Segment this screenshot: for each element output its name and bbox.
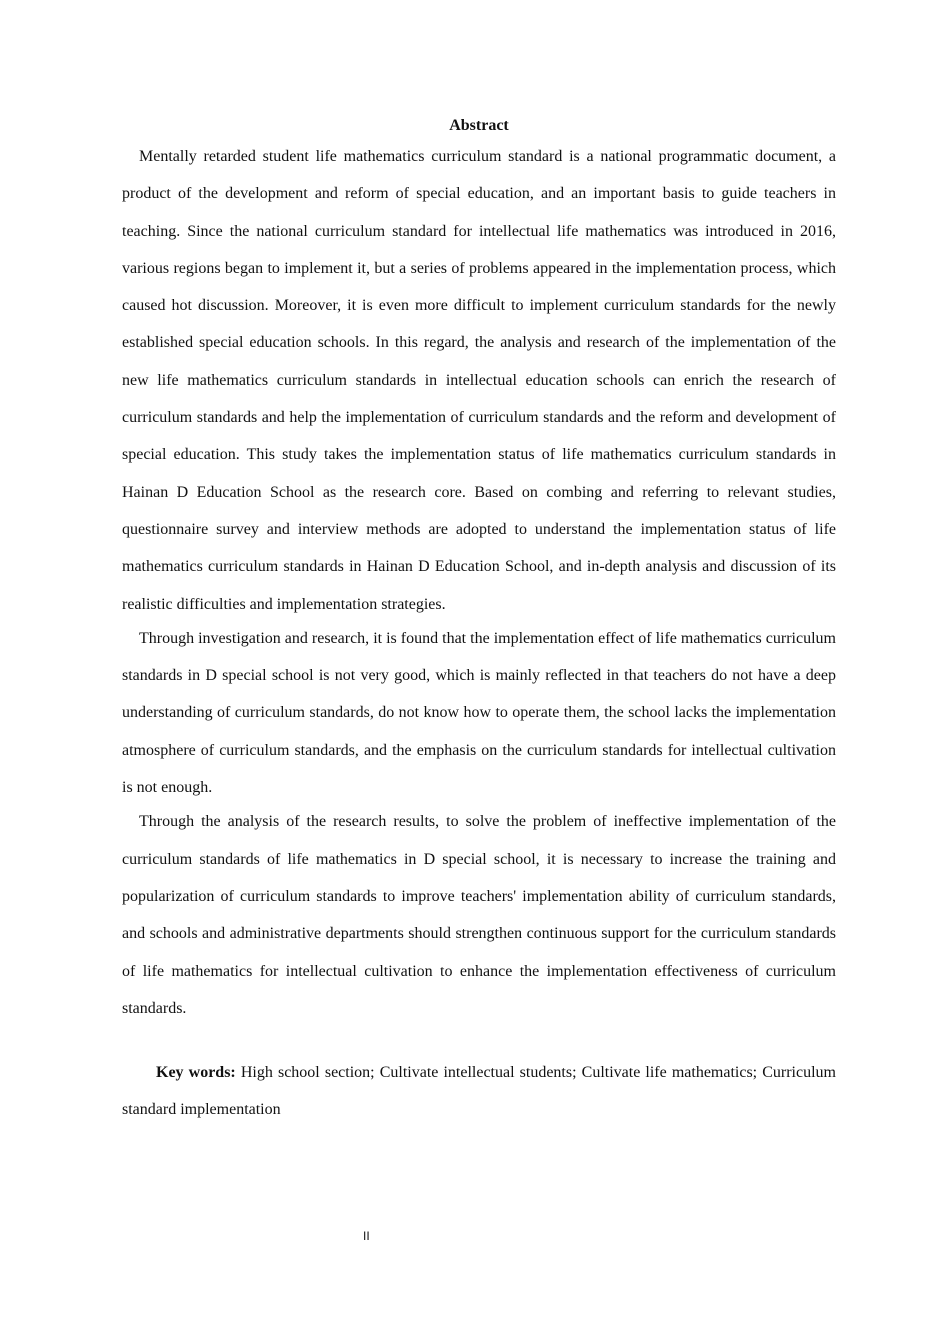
keywords-text: High school section; Cultivate intellectual students; Cultivate life mathematics; Curriculum standard implementation xyxy=(122,1064,836,1119)
page-number: II xyxy=(363,1229,370,1243)
abstract-paragraph-2: Through investigation and research, it is found that the implementation effect of life mathematics curriculum standards in D special school is not very good, which is mainly reflected in that teachers do not have a deep understanding of curriculum standards, do not know how to operate them, the school lacks the implementation atmosphere of curriculum standards, and the emphasis on the curriculum standards for intellectual cultivation is not enough. xyxy=(122,629,836,797)
abstract-body xyxy=(122,138,836,1027)
abstract-paragraph-1: Mentally retarded student life mathematics curriculum standard is a national programmatic document, a product of the development and reform of special education, and an important basis to guide teachers in teaching. Since the national curriculum standard for intellectual life mathematics was introduced in 2016, various regions began to implement it, but a series of problems appeared in the implementation process, which caused hot discussion. Moreover, it is even more difficult to implement curriculum standards for the newly established special education schools. In this regard, the analysis and research of the implementation of the new life mathematics curriculum standards in intellectual education schools can enrich the research of curriculum standards and help the implementation of curriculum standards and the reform and development of special education. This study takes the implementation status of life mathematics curriculum standards in Hainan D Education School as the research core. Based on combing and referring to relevant studies, questionnaire survey and interview methods are adopted to understand the implementation status of life mathematics curriculum standards in Hainan D Education School, and in-depth analysis and discussion of its realistic difficulties and implementation strategies. xyxy=(122,148,836,613)
abstract-title: Abstract xyxy=(449,117,509,134)
keywords-label: Key words: xyxy=(156,1064,236,1081)
abstract-paragraph-3: Through the analysis of the research results, to solve the problem of ineffective implementation of the curriculum standards of life mathematics in D special school, it is necessary to increase the training and popularization of curriculum standards to improve teachers' implementation ability of curriculum standards, and schools and administrative departments should strengthen continuous support for the curriculum standards of life mathematics for intellectual cultivation to enhance the implementation effectiveness of curriculum standards. xyxy=(122,813,836,1017)
keywords-line xyxy=(122,1054,836,1129)
